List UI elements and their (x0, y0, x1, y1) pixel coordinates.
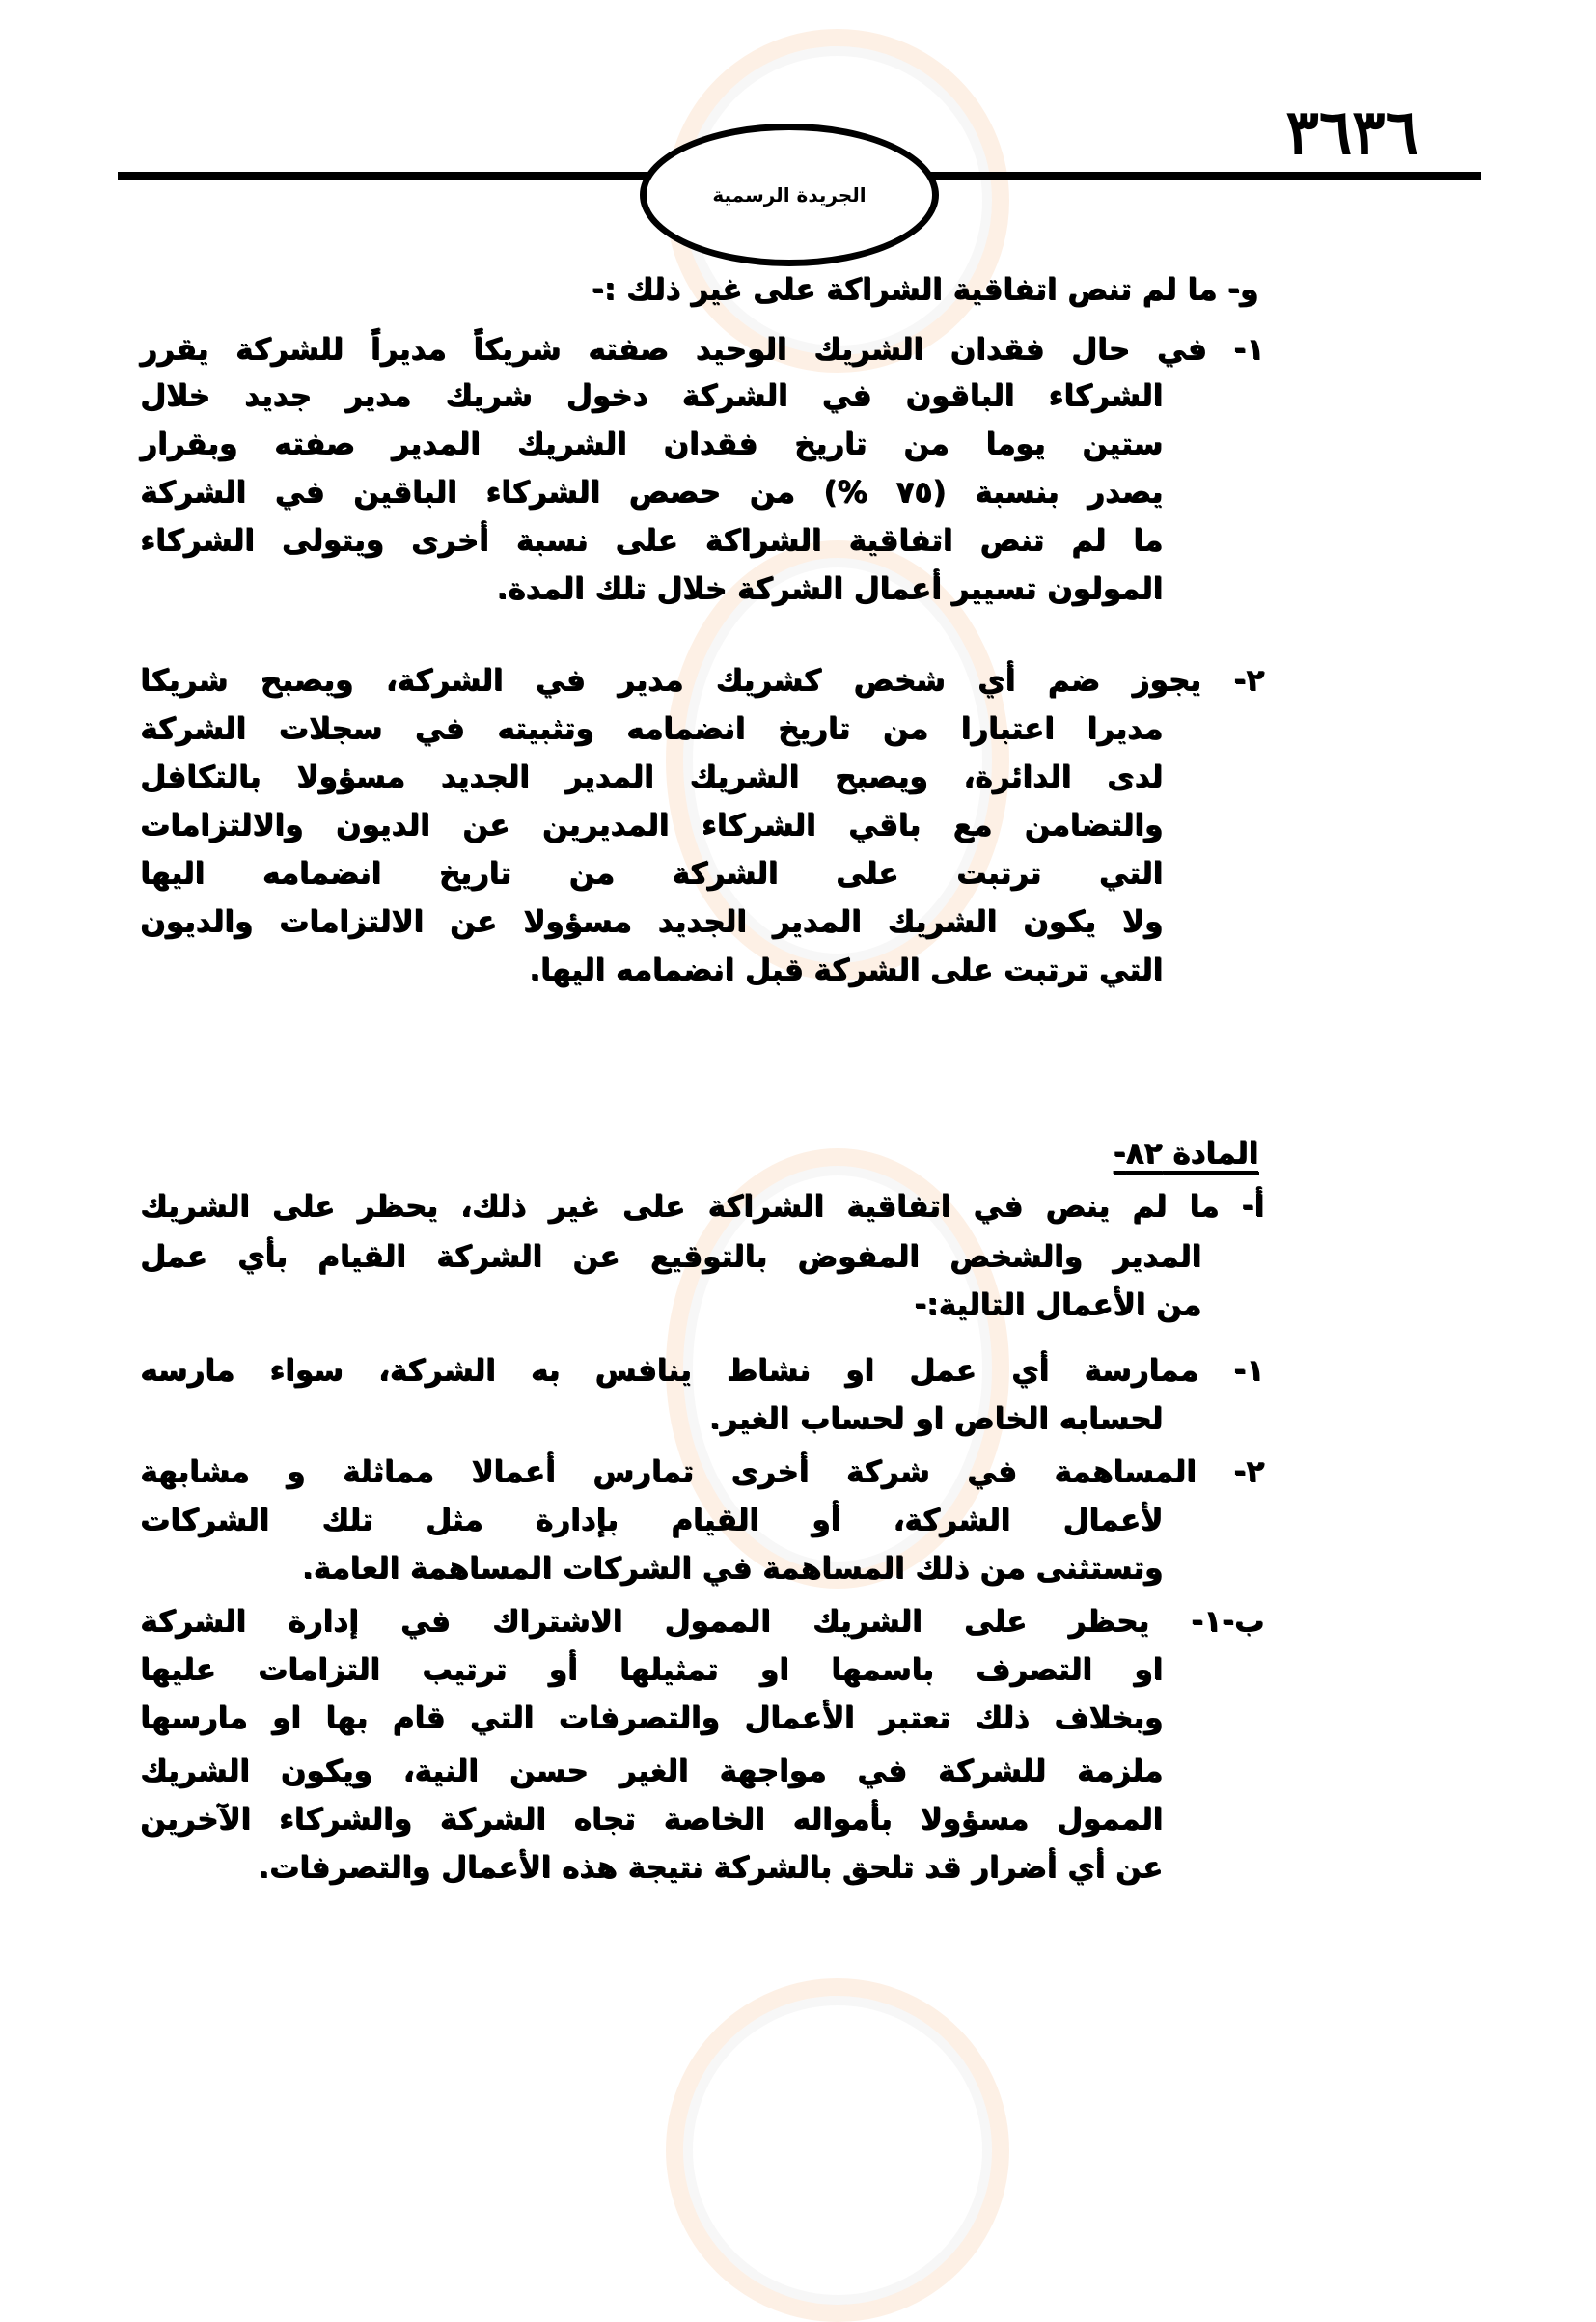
publication-title: الجريدة الرسمية (712, 183, 867, 207)
text-line: من الأعمال التالية:- (914, 1287, 1201, 1322)
text-line: التي ترتبت على الشركة قبل انضمامه اليها. (529, 953, 1163, 987)
text-line: وتستثنى من ذلك المساهمة في الشركات المساهمة العامة. (301, 1551, 1163, 1586)
text-line: وبخلاف ذلك تعتبر الأعمال والتصرفات التي قام بها او مارسها (140, 1700, 1163, 1735)
text-line: أ- ما لم ينص في اتفاقية الشراكة على غير ذلك، يحظر على الشريك (140, 1189, 1264, 1224)
text-line: لدى الدائرة، ويصبح الشريك المدير الجديد مسؤولا بالتكافل (140, 760, 1163, 794)
section-heading: و- ما لم تنص اتفاقية الشراكة على غير ذلك :- (591, 272, 1258, 307)
article-title: المادة ٨٢- (1113, 1136, 1258, 1171)
text-line: ١- في حال فقدان الشريك الوحيد صفته شريكاً مديراً للشركة يقرر (140, 332, 1264, 367)
text-line: ٢- المساهمة في شركة أخرى تمارس أعمالا مماثلة و مشابهة (140, 1454, 1264, 1489)
text-line: المدير والشخص المفوض بالتوقيع عن الشركة القيام بأي عمل (140, 1239, 1201, 1274)
text-line: يصدر بنسبة (٧٥ %) من حصص الشركاء الباقين في الشركة (140, 475, 1163, 510)
text-line: مديرا اعتبارا من تاريخ انضمامه وتثبيته في سجلات الشركة (140, 711, 1163, 746)
text-line: ملزمة للشركة في مواجهة الغير حسن النية، ويكون الشريك (140, 1754, 1163, 1788)
text-line: لحسابه الخاص او لحساب الغير. (708, 1401, 1163, 1436)
text-line: ما لم تنص اتفاقية الشراكة على نسبة أخرى ويتولى الشركاء (140, 523, 1163, 558)
text-line: ب-١- يحظر على الشريك الممول الاشتراك في إدارة الشركة (140, 1604, 1264, 1639)
text-line: ١- ممارسة أي عمل او نشاط ينافس به الشركة، سواء مارسه (140, 1353, 1264, 1388)
text-line: الممول مسؤولا بأمواله الخاصة تجاه الشركة والشركاء الآخرين (140, 1802, 1163, 1837)
text-line: المولون تسيير أعمال الشركة خلال تلك المدة. (496, 571, 1163, 606)
text-line: الشركاء الباقون في الشركة دخول شريك مدير جديد خلال (140, 378, 1163, 413)
text-line: عن أي أضرار قد تلحق بالشركة نتيجة هذه الأعمال والتصرفات. (258, 1850, 1163, 1885)
text-line: التي ترتبت على الشركة من تاريخ انضمامه اليها (140, 856, 1163, 891)
text-line: ولا يكون الشريك المدير الجديد مسؤولا عن الالتزامات والديون (140, 904, 1163, 939)
watermark-clock (666, 1978, 1009, 2322)
publication-oval (640, 124, 939, 266)
text-line: لأعمال الشركة، أو القيام بإدارة مثل تلك الشركات (140, 1503, 1163, 1537)
page-number: ٣٦٣٦ (1285, 97, 1418, 169)
text-line: ٢- يجوز ضم أي شخص كشريك مدير في الشركة، ويصبح شريكا (140, 663, 1264, 698)
text-line: والتضامن مع باقي الشركاء المديرين عن الديون والالتزامات (140, 808, 1163, 843)
text-line: او التصرف باسمها او تمثيلها أو ترتيب التزامات عليها (140, 1652, 1163, 1687)
text-line: ستين يوما من تاريخ فقدان الشريك المدير صفته وبقرار (140, 427, 1163, 461)
